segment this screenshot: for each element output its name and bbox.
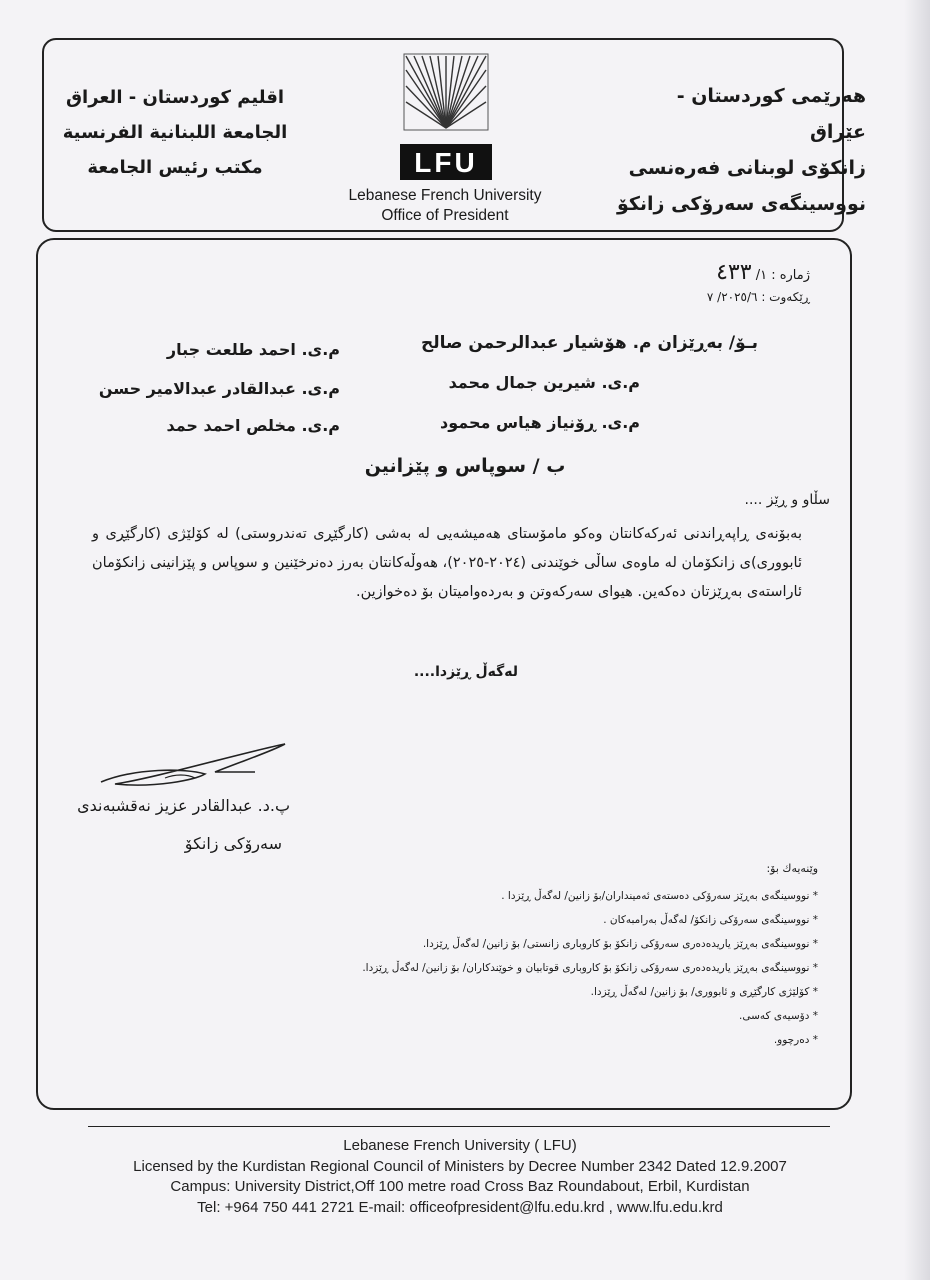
copies-list bbox=[362, 884, 818, 1052]
reference-date-value: ٢٠٢٥/٦/ ٧ bbox=[706, 290, 758, 304]
kurdish-university-line: زانكۆی لوبنانی فەرەنسی bbox=[628, 157, 866, 179]
arabic-region-line: اقليم كوردستان - العراق bbox=[65, 87, 285, 108]
arabic-university-line: الجامعة اللبنانية الفرنسية bbox=[62, 122, 288, 143]
arabic-office-line: مكتب رئيس الجامعة bbox=[87, 157, 263, 178]
recipient: م.ی. احمد طلعت جبار bbox=[166, 340, 340, 359]
closing: لەگەڵ ڕێزدا.... bbox=[413, 664, 518, 680]
signature-icon bbox=[95, 738, 295, 798]
body-paragraph: بەبۆنەی ڕاپەڕاندنی ئەركەكانتان وەكو مامۆستای هەمیشەیی لە بەشی (كارگێڕی تەندروستی) لە كۆلێژی (كارگێڕی و ئابووری)ی زانكۆمان لە ماوەی ساڵی خوێندنی (٢٠٢٤-٢٠٢٥)، هەوڵەكانتان بەرز دەنرخێنین و سوپاس و پێزانینی زانكۆمان ئاراستەی بەڕێزتان دەكەین. هیوای سەركەوتن و بەردەوامیتان بۆ دەخوازین. bbox=[92, 526, 802, 600]
recipient: م.ی. شیرین جمال محمد bbox=[448, 373, 640, 392]
to-prefix: بـۆ/ بەڕێزان bbox=[657, 333, 758, 353]
recipient: م. هۆشیار عبدالرحمن صالح bbox=[421, 333, 652, 353]
recipient: م.ی. ڕۆنیاز هیاس محمود bbox=[440, 413, 640, 432]
recipient: م.ی. مخلص احمد حمد bbox=[166, 416, 340, 435]
scan-edge-shadow bbox=[904, 0, 930, 1280]
copies-title: وێنەیەك بۆ: bbox=[766, 862, 818, 875]
footer-university: Lebanese French University ( LFU) bbox=[343, 1137, 577, 1154]
copy-item: * نووسینگەی بەڕێز یاریدەدەری سەرۆكی زانكۆ بۆ كاروباری قوتابیان و خوێندكاران/ بۆ زانین/ لەگەڵ ڕێزدا. bbox=[362, 956, 818, 980]
greeting: سڵاو و ڕێز .... bbox=[744, 492, 830, 508]
letterhead-arabic bbox=[60, 80, 290, 185]
logo-caption bbox=[320, 186, 570, 226]
footer-divider bbox=[88, 1126, 830, 1127]
footer-license: Licensed by the Kurdistan Regional Council of Ministers by Decree Number 2342 Dated 12.9.2007 bbox=[133, 1157, 787, 1175]
signatory-name: پ.د. عبدالقادر عزیز نەقشبەندی bbox=[77, 796, 290, 815]
copy-item: * نووسینگەی بەڕێز سەرۆكی دەستەی ئەمینداران/بۆ زانین/ لەگەڵ ڕێزدا . bbox=[362, 884, 818, 908]
recipient-line-1 bbox=[421, 333, 758, 353]
office-name-en: Office of President bbox=[381, 207, 509, 224]
reference-date-label: ڕێكەوت : bbox=[761, 290, 810, 304]
reference-number bbox=[716, 260, 810, 285]
reference-number-value: ٤٣٣ bbox=[716, 260, 752, 285]
logo-text: LFU bbox=[414, 147, 478, 178]
footer-address: Campus: University District,Off 100 metre road Cross Baz Roundabout, Erbil, Kurdistan bbox=[170, 1178, 750, 1195]
signatory-title: سەرۆكی زانكۆ bbox=[184, 834, 282, 853]
reference-date bbox=[707, 290, 810, 304]
copy-item: * نووسینگەی بەڕێز یاریدەدەری سەرۆكی زانكۆ بۆ كاروباری زانستی/ بۆ زانین/ لەگەڵ ڕێزدا. bbox=[362, 932, 818, 956]
lfu-logo-icon bbox=[400, 52, 492, 182]
university-name-en: Lebanese French University bbox=[348, 187, 542, 204]
copy-item: * كۆلێژی كارگێڕی و ئابووری/ بۆ زانین/ لەگەڵ ڕێزدا. bbox=[362, 980, 818, 1004]
copy-item: * نووسینگەی سەرۆكی زانكۆ/ لەگەڵ بەرامبەكان . bbox=[362, 908, 818, 932]
kurdish-office-line: نووسینگەی سەرۆكی زانكۆ bbox=[616, 193, 866, 215]
footer-contact: Tel: +964 750 441 2721 E-mail: officeofpresident@lfu.edu.krd , www.lfu.edu.krd bbox=[197, 1198, 723, 1216]
footer bbox=[60, 1136, 860, 1218]
copy-item: * دۆسیەی كەسی. bbox=[362, 1004, 818, 1028]
subject-line: ب / سوپاس و پێزانین bbox=[364, 455, 566, 477]
letterhead-kurdish bbox=[616, 78, 866, 222]
reference-number-label: ژمارە : ١/ bbox=[755, 268, 810, 283]
kurdish-region-line: هەرێمی كوردستان - عێراق bbox=[676, 85, 866, 143]
recipient: م.ی. عبدالقادر عبدالامیر حسن bbox=[98, 379, 340, 398]
copy-item: * دەرچوو. bbox=[362, 1028, 818, 1052]
